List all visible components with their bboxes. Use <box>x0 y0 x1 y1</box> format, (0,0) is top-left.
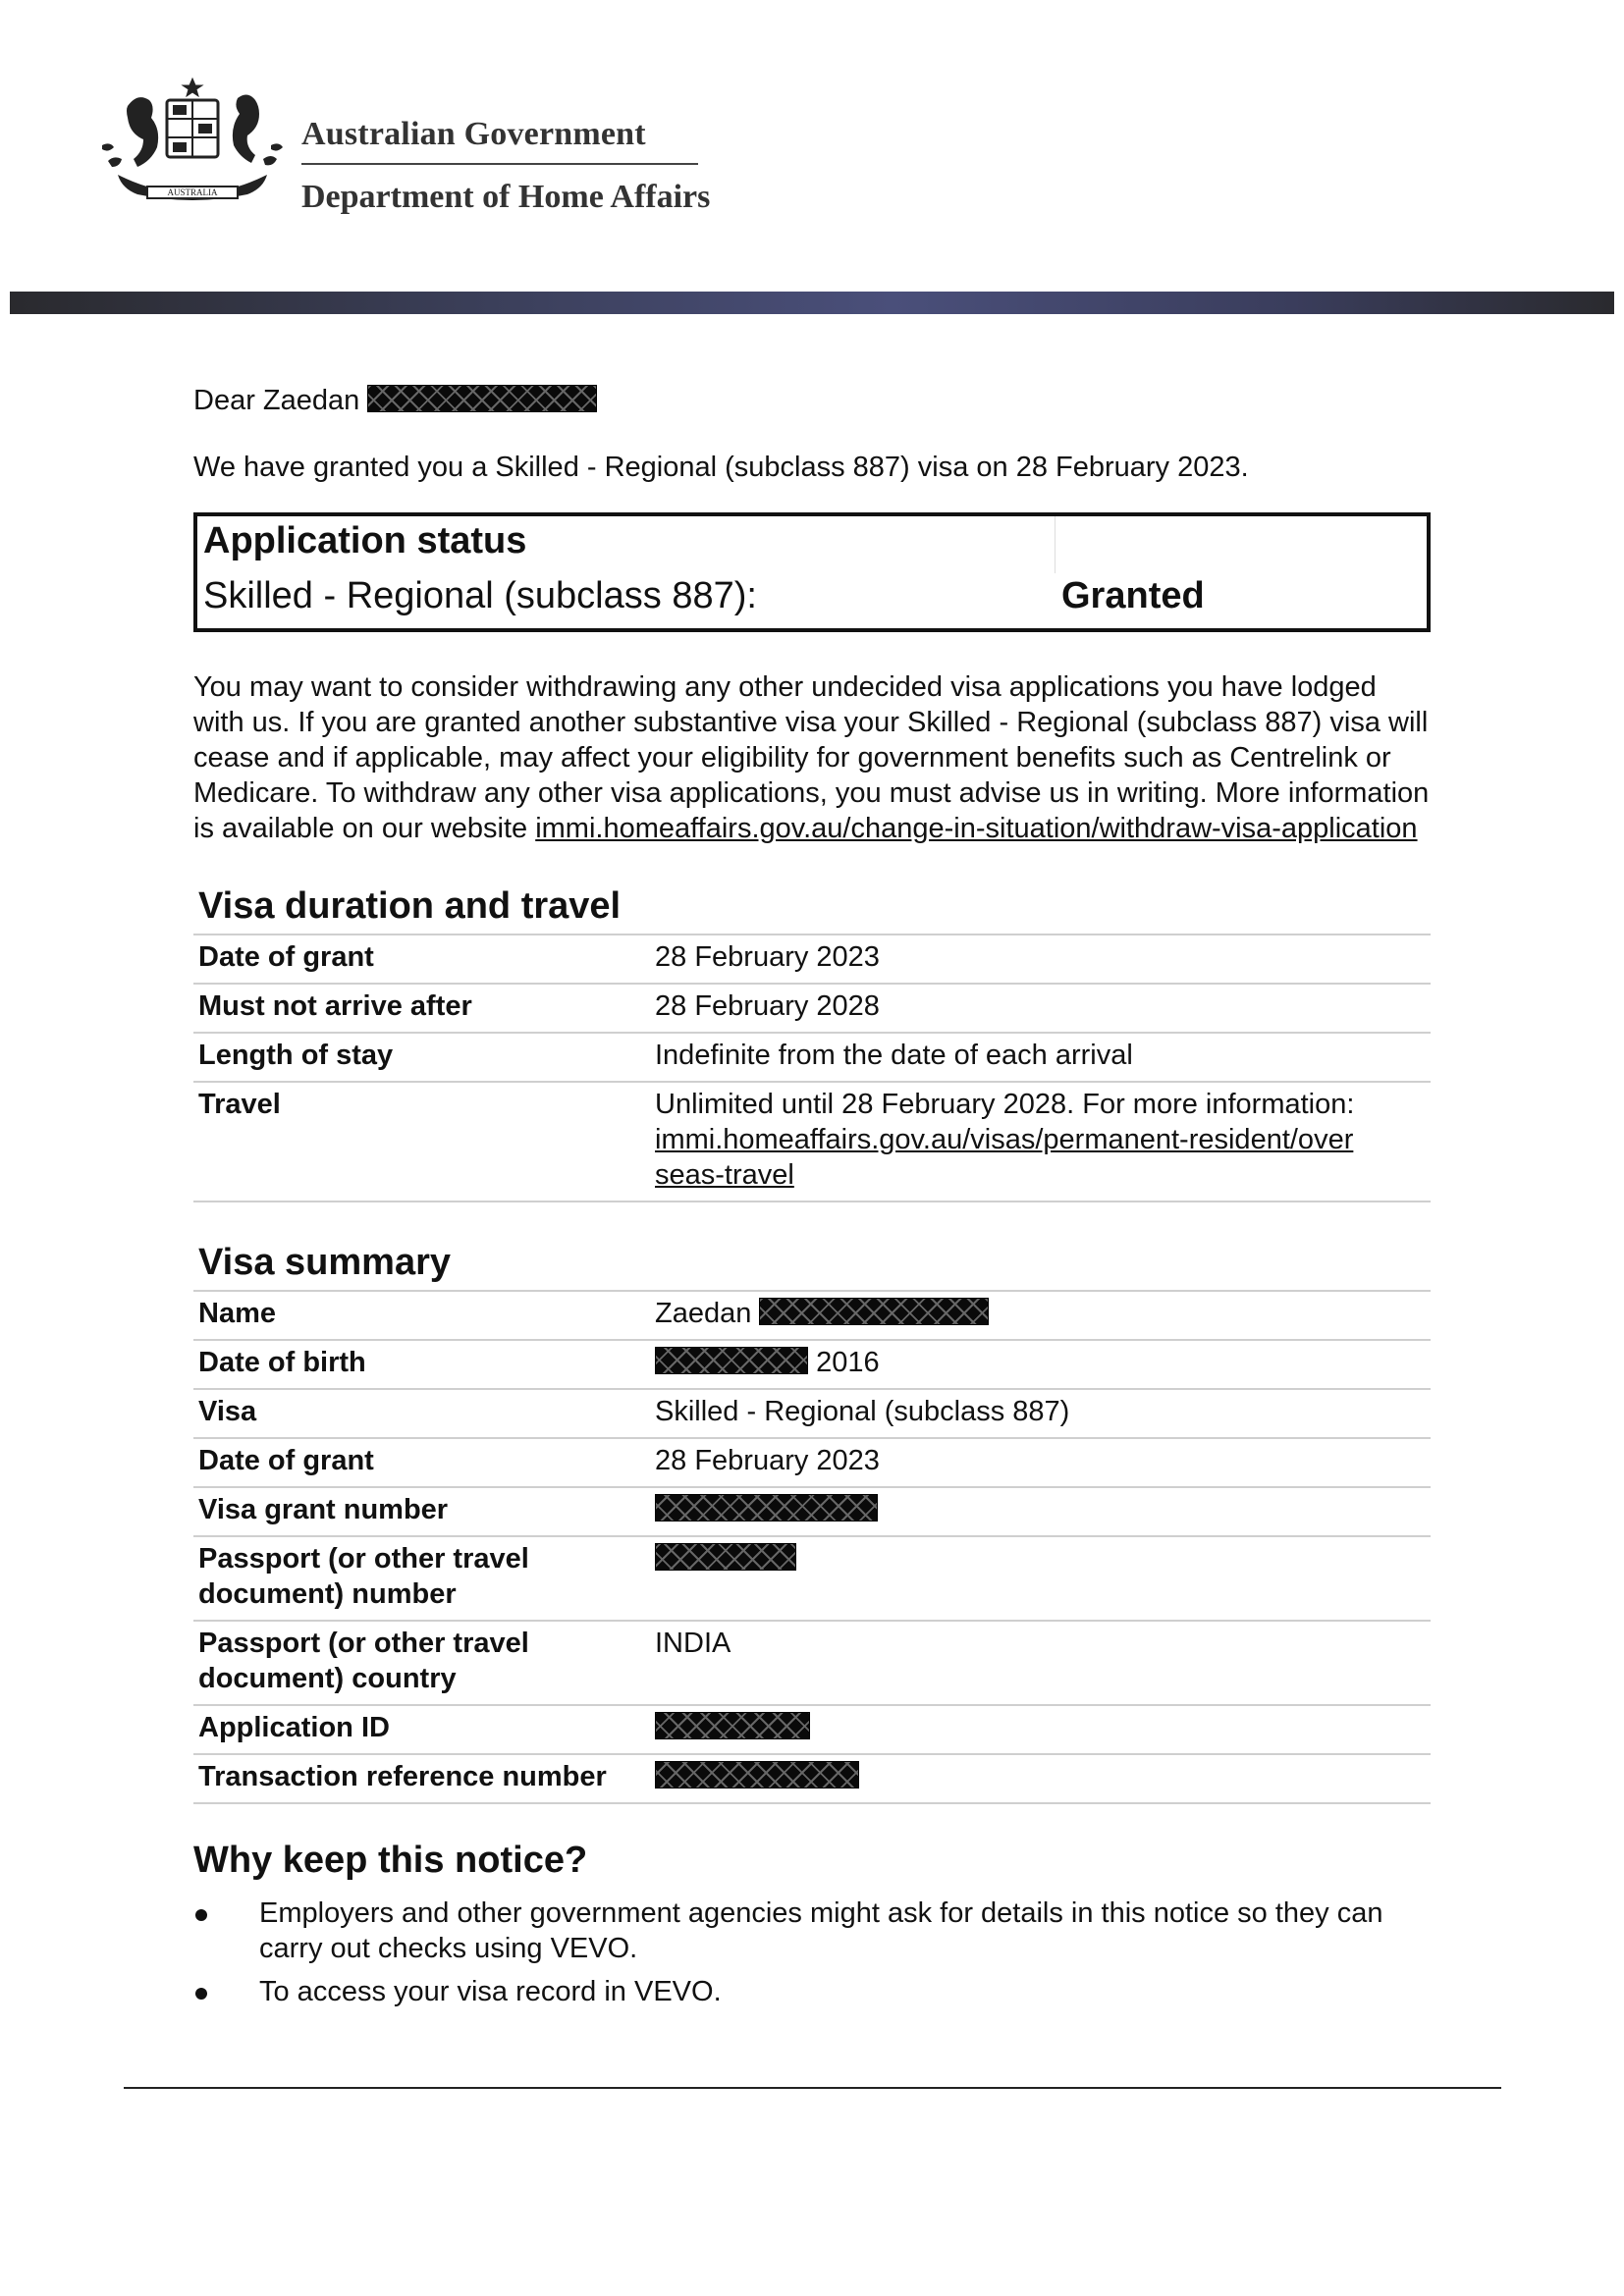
row-value <box>650 1082 1431 1201</box>
row-key: Passport (or other travel document) number <box>193 1536 650 1621</box>
grant-statement: We have granted you a Skilled - Regional (subclass 887) visa on 28 February 2023. <box>193 452 1249 483</box>
footer-divider <box>124 2087 1501 2089</box>
row-key: Transaction reference number <box>193 1754 650 1803</box>
letterhead <box>0 0 1624 314</box>
section-heading-why: Why keep this notice? <box>193 1840 588 1881</box>
redacted-transaction-reference <box>655 1761 859 1789</box>
why-keep-section <box>193 1840 1431 2009</box>
why-bullet-list <box>193 1896 1431 2009</box>
row-value: Skilled - Regional (subclass 887) <box>650 1389 1431 1438</box>
name-value: Zaedan <box>655 1298 752 1329</box>
bullet-text: To access your visa record in VEVO. <box>259 1976 722 2007</box>
redacted-birth-day-month <box>655 1347 808 1374</box>
row-value: 28 February 2023 <box>650 934 1431 984</box>
withdraw-notice <box>193 669 1431 846</box>
summary-table <box>193 1290 1431 1804</box>
row-key: Length of stay <box>193 1033 650 1082</box>
row-key: Travel <box>193 1082 650 1201</box>
row-key: Visa <box>193 1389 650 1438</box>
row-key: Date of grant <box>193 934 650 984</box>
row-key: Date of birth <box>193 1340 650 1389</box>
redacted-application-id <box>655 1712 810 1739</box>
row-key: Must not arrive after <box>193 984 650 1033</box>
status-value: Granted <box>1061 575 1205 616</box>
list-item <box>193 1974 1431 2009</box>
row-value <box>650 1536 1431 1621</box>
salutation <box>193 383 1431 418</box>
table-row <box>193 984 1431 1033</box>
table-row <box>193 1033 1431 1082</box>
visa-duration-section <box>193 885 1431 1202</box>
row-value <box>650 1291 1431 1340</box>
application-status-box <box>193 512 1431 632</box>
row-value <box>650 1487 1431 1536</box>
row-value <box>650 1340 1431 1389</box>
travel-text: Unlimited until 28 February 2028. For more information: <box>655 1089 1355 1120</box>
header-band <box>10 292 1614 314</box>
row-value <box>650 1705 1431 1754</box>
travel-link[interactable]: immi.homeaffairs.gov.au/visas/permanent-resident/overseas-travel <box>655 1124 1354 1191</box>
coat-of-arms-logo <box>98 77 287 220</box>
section-heading-summary: Visa summary <box>198 1242 452 1283</box>
table-row <box>193 1536 1431 1621</box>
redacted-grant-number <box>655 1494 878 1522</box>
table-row <box>193 934 1431 984</box>
table-row <box>193 1621 1431 1705</box>
redacted-surname <box>367 385 597 412</box>
redacted-surname <box>759 1298 989 1325</box>
table-row <box>193 1438 1431 1487</box>
birth-year: 2016 <box>816 1347 880 1378</box>
letterhead-divider <box>301 163 698 165</box>
crest-text: AUSTRALIA <box>167 187 218 197</box>
row-value: INDIA <box>650 1621 1431 1705</box>
row-value: 28 February 2023 <box>650 1438 1431 1487</box>
letter-body <box>193 383 1431 2017</box>
table-row <box>193 1082 1431 1201</box>
status-title: Application status <box>203 520 527 561</box>
row-key: Date of grant <box>193 1438 650 1487</box>
department-name: Department of Home Affairs <box>301 179 711 215</box>
row-value: 28 February 2028 <box>650 984 1431 1033</box>
row-value <box>650 1754 1431 1803</box>
table-row <box>193 1340 1431 1389</box>
status-label: Skilled - Regional (subclass 887): <box>203 575 757 616</box>
table-row <box>193 1705 1431 1754</box>
withdraw-notice-text: You may want to consider withdrawing any other undecided visa applications you have lodged with us. If you are granted another substantive visa your Skilled - Regional (subclass 887) visa will cease and if applicable, may affect your eligibility for government benefits such as Centrelink or Medicare. To withdraw any other visa applications, you must advise us in writing. More information is available on our website <box>193 671 1430 844</box>
bullet-icon <box>195 1909 207 1921</box>
bullet-icon <box>195 1988 207 2000</box>
bullet-text: Employers and other government agencies might ask for details in this notice so they can carry out checks using VEVO. <box>259 1897 1383 1964</box>
table-row <box>193 1291 1431 1340</box>
row-key: Visa grant number <box>193 1487 650 1536</box>
row-key: Passport (or other travel document) country <box>193 1621 650 1705</box>
section-heading-duration: Visa duration and travel <box>198 885 622 927</box>
duration-table <box>193 934 1431 1202</box>
status-divider <box>1055 516 1056 573</box>
row-value: Indefinite from the date of each arrival <box>650 1033 1431 1082</box>
table-row <box>193 1754 1431 1803</box>
visa-summary-section <box>193 1242 1431 1804</box>
table-row <box>193 1487 1431 1536</box>
row-key: Name <box>193 1291 650 1340</box>
table-row <box>193 1389 1431 1438</box>
withdraw-link[interactable]: immi.homeaffairs.gov.au/change-in-situation/withdraw-visa-application <box>535 813 1418 844</box>
row-key: Application ID <box>193 1705 650 1754</box>
government-name: Australian Government <box>301 116 646 152</box>
list-item <box>193 1896 1431 1966</box>
salutation-text: Dear Zaedan <box>193 385 360 416</box>
redacted-passport-number <box>655 1543 796 1571</box>
